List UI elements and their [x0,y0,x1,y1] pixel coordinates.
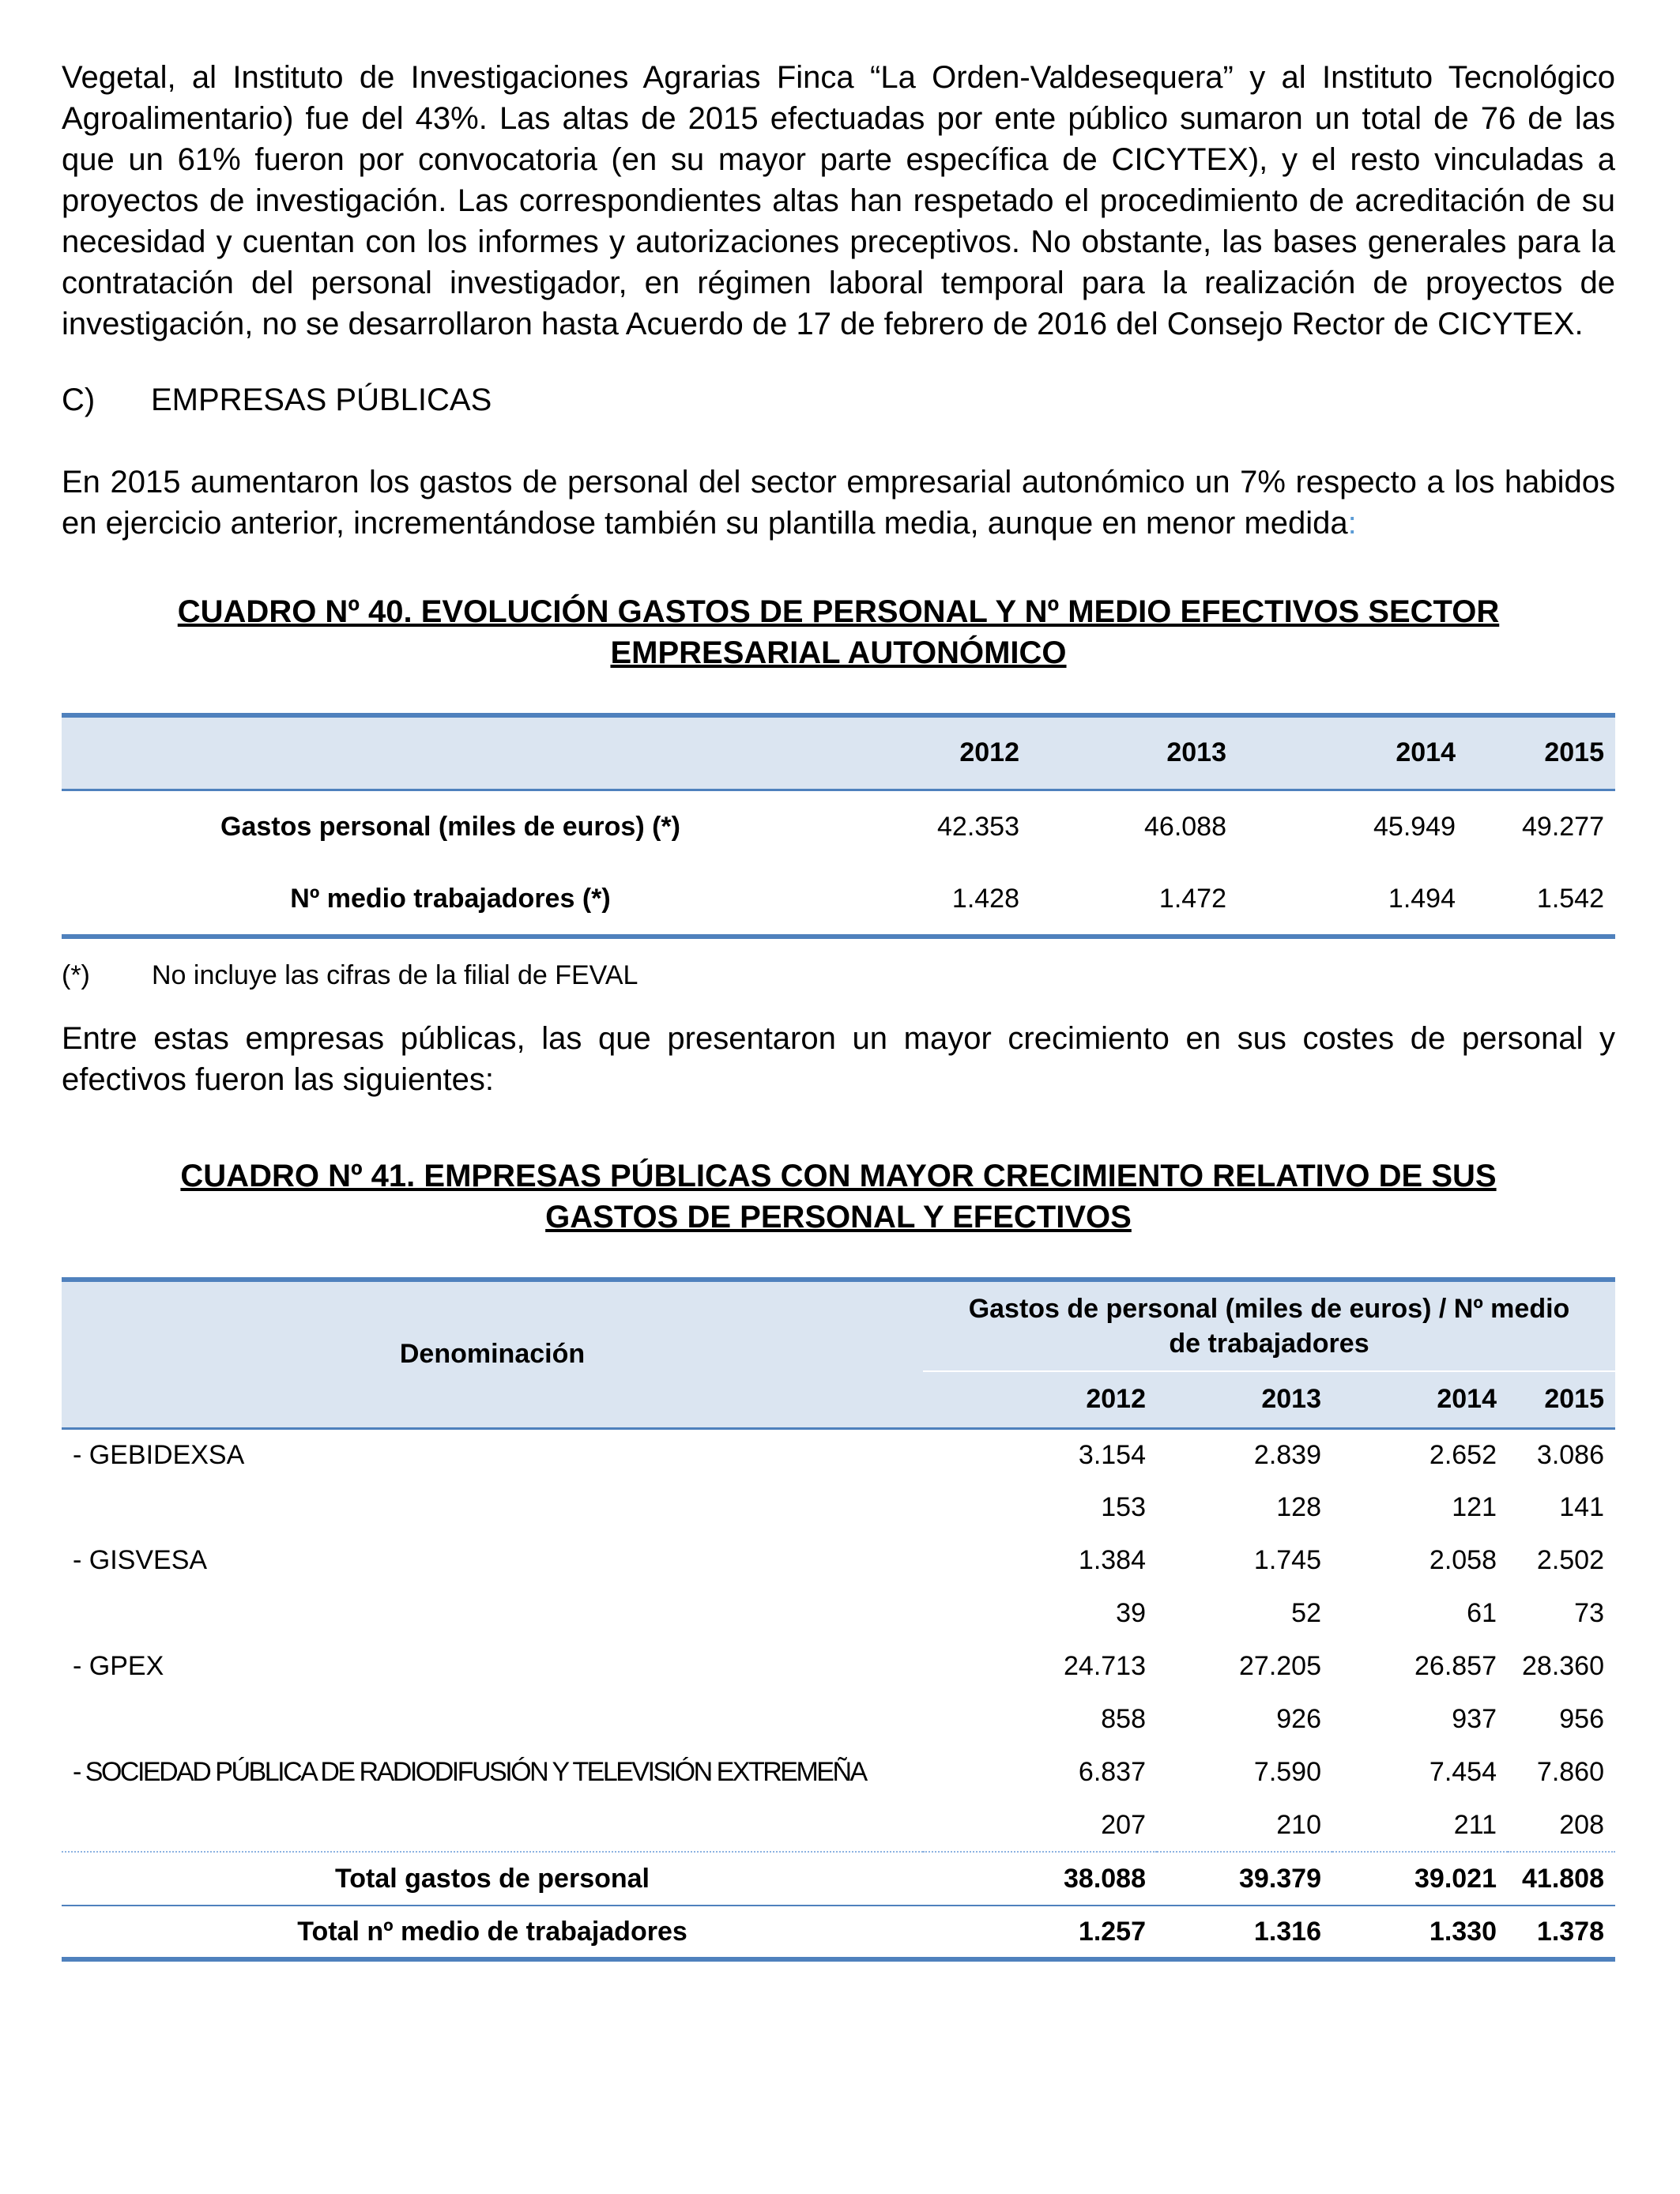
table-row [62,790,1615,863]
table-cell: 210 [1276,1809,1321,1840]
header-blank [62,715,839,790]
table-cell: 208 [1559,1809,1604,1840]
group-header-line2: de trabajadores [1169,1329,1369,1359]
company-gastos-row [62,1534,1615,1587]
table-cell: 26.857 [1414,1651,1497,1681]
company-name-blank [62,1587,923,1640]
table-cell: 73 [1574,1598,1604,1628]
company-name: - SOCIEDAD PÚBLICA DE RADIODIFUSIÓN Y TELEVISIÓN EXTREMEÑA [73,1757,866,1787]
total-cell: 38.088 [1064,1863,1146,1894]
total-cell: 41.808 [1522,1863,1604,1894]
table-cell: 46.088 [1144,811,1226,842]
company-trabajadores-row [62,1481,1615,1534]
cuadro41-table [62,1277,1615,1962]
section-title: EMPRESAS PÚBLICAS [151,383,492,417]
table-cell: 27.205 [1239,1651,1321,1681]
table-cell: 7.860 [1536,1757,1604,1787]
table-cell: 45.949 [1373,811,1456,842]
cuadro40-title-line2: EMPRESARIAL AUTONÓMICO [610,635,1067,670]
company-trabajadores-row [62,1587,1615,1640]
company-trabajadores-row [62,1799,1615,1852]
paragraph-2-text: En 2015 aumentaron los gastos de personal del sector empresarial autonómico un 7% respecto a los habidos en ejercicio anterior, incrementándose también su plantilla media, aunque en menor medida [62,465,1615,541]
paragraph-1: Vegetal, al Instituto de Investigaciones Agrarias Finca “La Orden-Valdesequera” y al Instituto Tecnológico Agroalimentario) fue del 43%. Las altas de 2015 efectuadas por ente público sumaron un total de 76 de las que un 61% fueron por convocatoria (en su mayor parte específica de CICYTEX), y el resto vinculadas a proyectos de investigación. Las correspondientes altas han respetado el procedimiento de acreditación de su necesidad y cuentan con los informes y autorizaciones preceptivos. No obstante, las bases generales para la contratación del personal investigador, en régimen laboral temporal para la realización de proyectos de investigación, no se desarrollaron hasta Acuerdo de 17 de febrero de 2016 del Consejo Rector de CICYTEX. [62,60,1615,341]
total-label: Total gastos de personal [334,1863,650,1894]
year-header: 2012 [1086,1384,1146,1415]
year-header: 2015 [1544,737,1604,768]
table-cell: 2.652 [1429,1439,1497,1470]
total-cell: 1.257 [1078,1916,1146,1947]
company-name-blank [62,1799,923,1852]
company-name: - GISVESA [73,1545,208,1575]
table-cell: 28.360 [1522,1651,1604,1681]
total-cell: 1.378 [1536,1916,1604,1947]
paragraph-2-colon: : [1347,506,1357,541]
table-cell: 1.745 [1253,1545,1321,1575]
footnote-mark: (*) [62,960,90,990]
table-cell: 956 [1559,1704,1604,1734]
row-label: Gastos personal (miles de euros) (*) [220,811,680,842]
table-cell: 7.454 [1429,1757,1497,1787]
table-cell: 3.086 [1536,1439,1604,1470]
company-trabajadores-row [62,1693,1615,1746]
table-cell: 207 [1101,1809,1146,1840]
document-page [62,57,1615,1962]
year-header: 2015 [1544,1384,1604,1415]
table-cell: 7.590 [1253,1757,1321,1787]
company-gastos-row [62,1640,1615,1693]
table-cell: 61 [1467,1598,1497,1628]
group-header [923,1280,1615,1371]
table-cell: 128 [1276,1492,1321,1522]
paragraph-2 [62,462,1615,544]
section-letter: C) [62,383,96,417]
table-cell: 1.384 [1078,1545,1146,1575]
total-cell: 1.316 [1253,1916,1321,1947]
table-cell: 141 [1559,1492,1604,1522]
company-name-blank [62,1693,923,1746]
table-cell: 926 [1276,1704,1321,1734]
table-cell: 52 [1291,1598,1321,1628]
table-cell: 1.494 [1388,883,1456,914]
cuadro40-table [62,713,1615,939]
row-label: Nº medio trabajadores (*) [290,883,611,914]
year-header: 2013 [1166,737,1226,768]
table-header-row [62,715,1615,790]
total-cell: 39.021 [1414,1863,1497,1894]
table-footnote [62,958,1615,993]
company-name: - GPEX [73,1651,164,1681]
cuadro41-title [62,1155,1615,1238]
table-row [62,863,1615,937]
total-trabajadores-row [62,1906,1615,1959]
cuadro40-title [62,591,1615,673]
table-cell: 2.839 [1253,1439,1321,1470]
table-cell: 2.502 [1536,1545,1604,1575]
total-gastos-row [62,1852,1615,1906]
year-header: 2014 [1437,1384,1497,1415]
group-header-line1: Gastos de personal (miles de euros) / Nº medio [968,1294,1570,1324]
paragraph-3: Entre estas empresas públicas, las que presentaron un mayor crecimiento en sus costes de personal y efectivos fueron las siguientes: [62,1021,1615,1097]
total-cell: 1.330 [1429,1916,1497,1947]
table-cell: 42.353 [937,811,1019,842]
table-cell: 24.713 [1064,1651,1146,1681]
table-cell: 49.277 [1522,811,1604,842]
total-label: Total nº medio de trabajadores [297,1916,687,1947]
table-cell: 1.428 [951,883,1019,914]
total-cell: 39.379 [1239,1863,1321,1894]
company-name-blank [62,1481,923,1534]
footnote-text: No incluye las cifras de la filial de FEVAL [152,960,638,990]
cuadro40-title-line1: CUADRO Nº 40. EVOLUCIÓN GASTOS DE PERSONAL Y Nº MEDIO EFECTIVOS SECTOR [177,594,1500,629]
table-cell: 121 [1452,1492,1497,1522]
table-cell: 1.472 [1158,883,1226,914]
company-gastos-row [62,1428,1615,1481]
year-header: 2014 [1396,737,1456,768]
table-cell: 6.837 [1078,1757,1146,1787]
table-cell: 1.542 [1536,883,1604,914]
cuadro41-title-line1: CUADRO Nº 41. EMPRESAS PÚBLICAS CON MAYOR CRECIMIENTO RELATIVO DE SUS [180,1159,1497,1193]
table-cell: 211 [1453,1809,1497,1840]
table-cell: 858 [1101,1704,1146,1734]
table-header-row [62,1280,1615,1371]
table-cell: 3.154 [1078,1439,1146,1470]
section-heading [62,379,1615,420]
company-gastos-row [62,1746,1615,1799]
company-name: - GEBIDEXSA [73,1439,245,1470]
denominacion-header: Denominación [399,1339,586,1370]
table-cell: 39 [1116,1598,1146,1628]
year-header: 2013 [1261,1384,1321,1415]
table-cell: 153 [1101,1492,1146,1522]
table-cell: 2.058 [1429,1545,1497,1575]
cuadro41-title-line2: GASTOS DE PERSONAL Y EFECTIVOS [545,1200,1132,1235]
table-cell: 937 [1452,1704,1497,1734]
year-header: 2012 [959,737,1019,768]
